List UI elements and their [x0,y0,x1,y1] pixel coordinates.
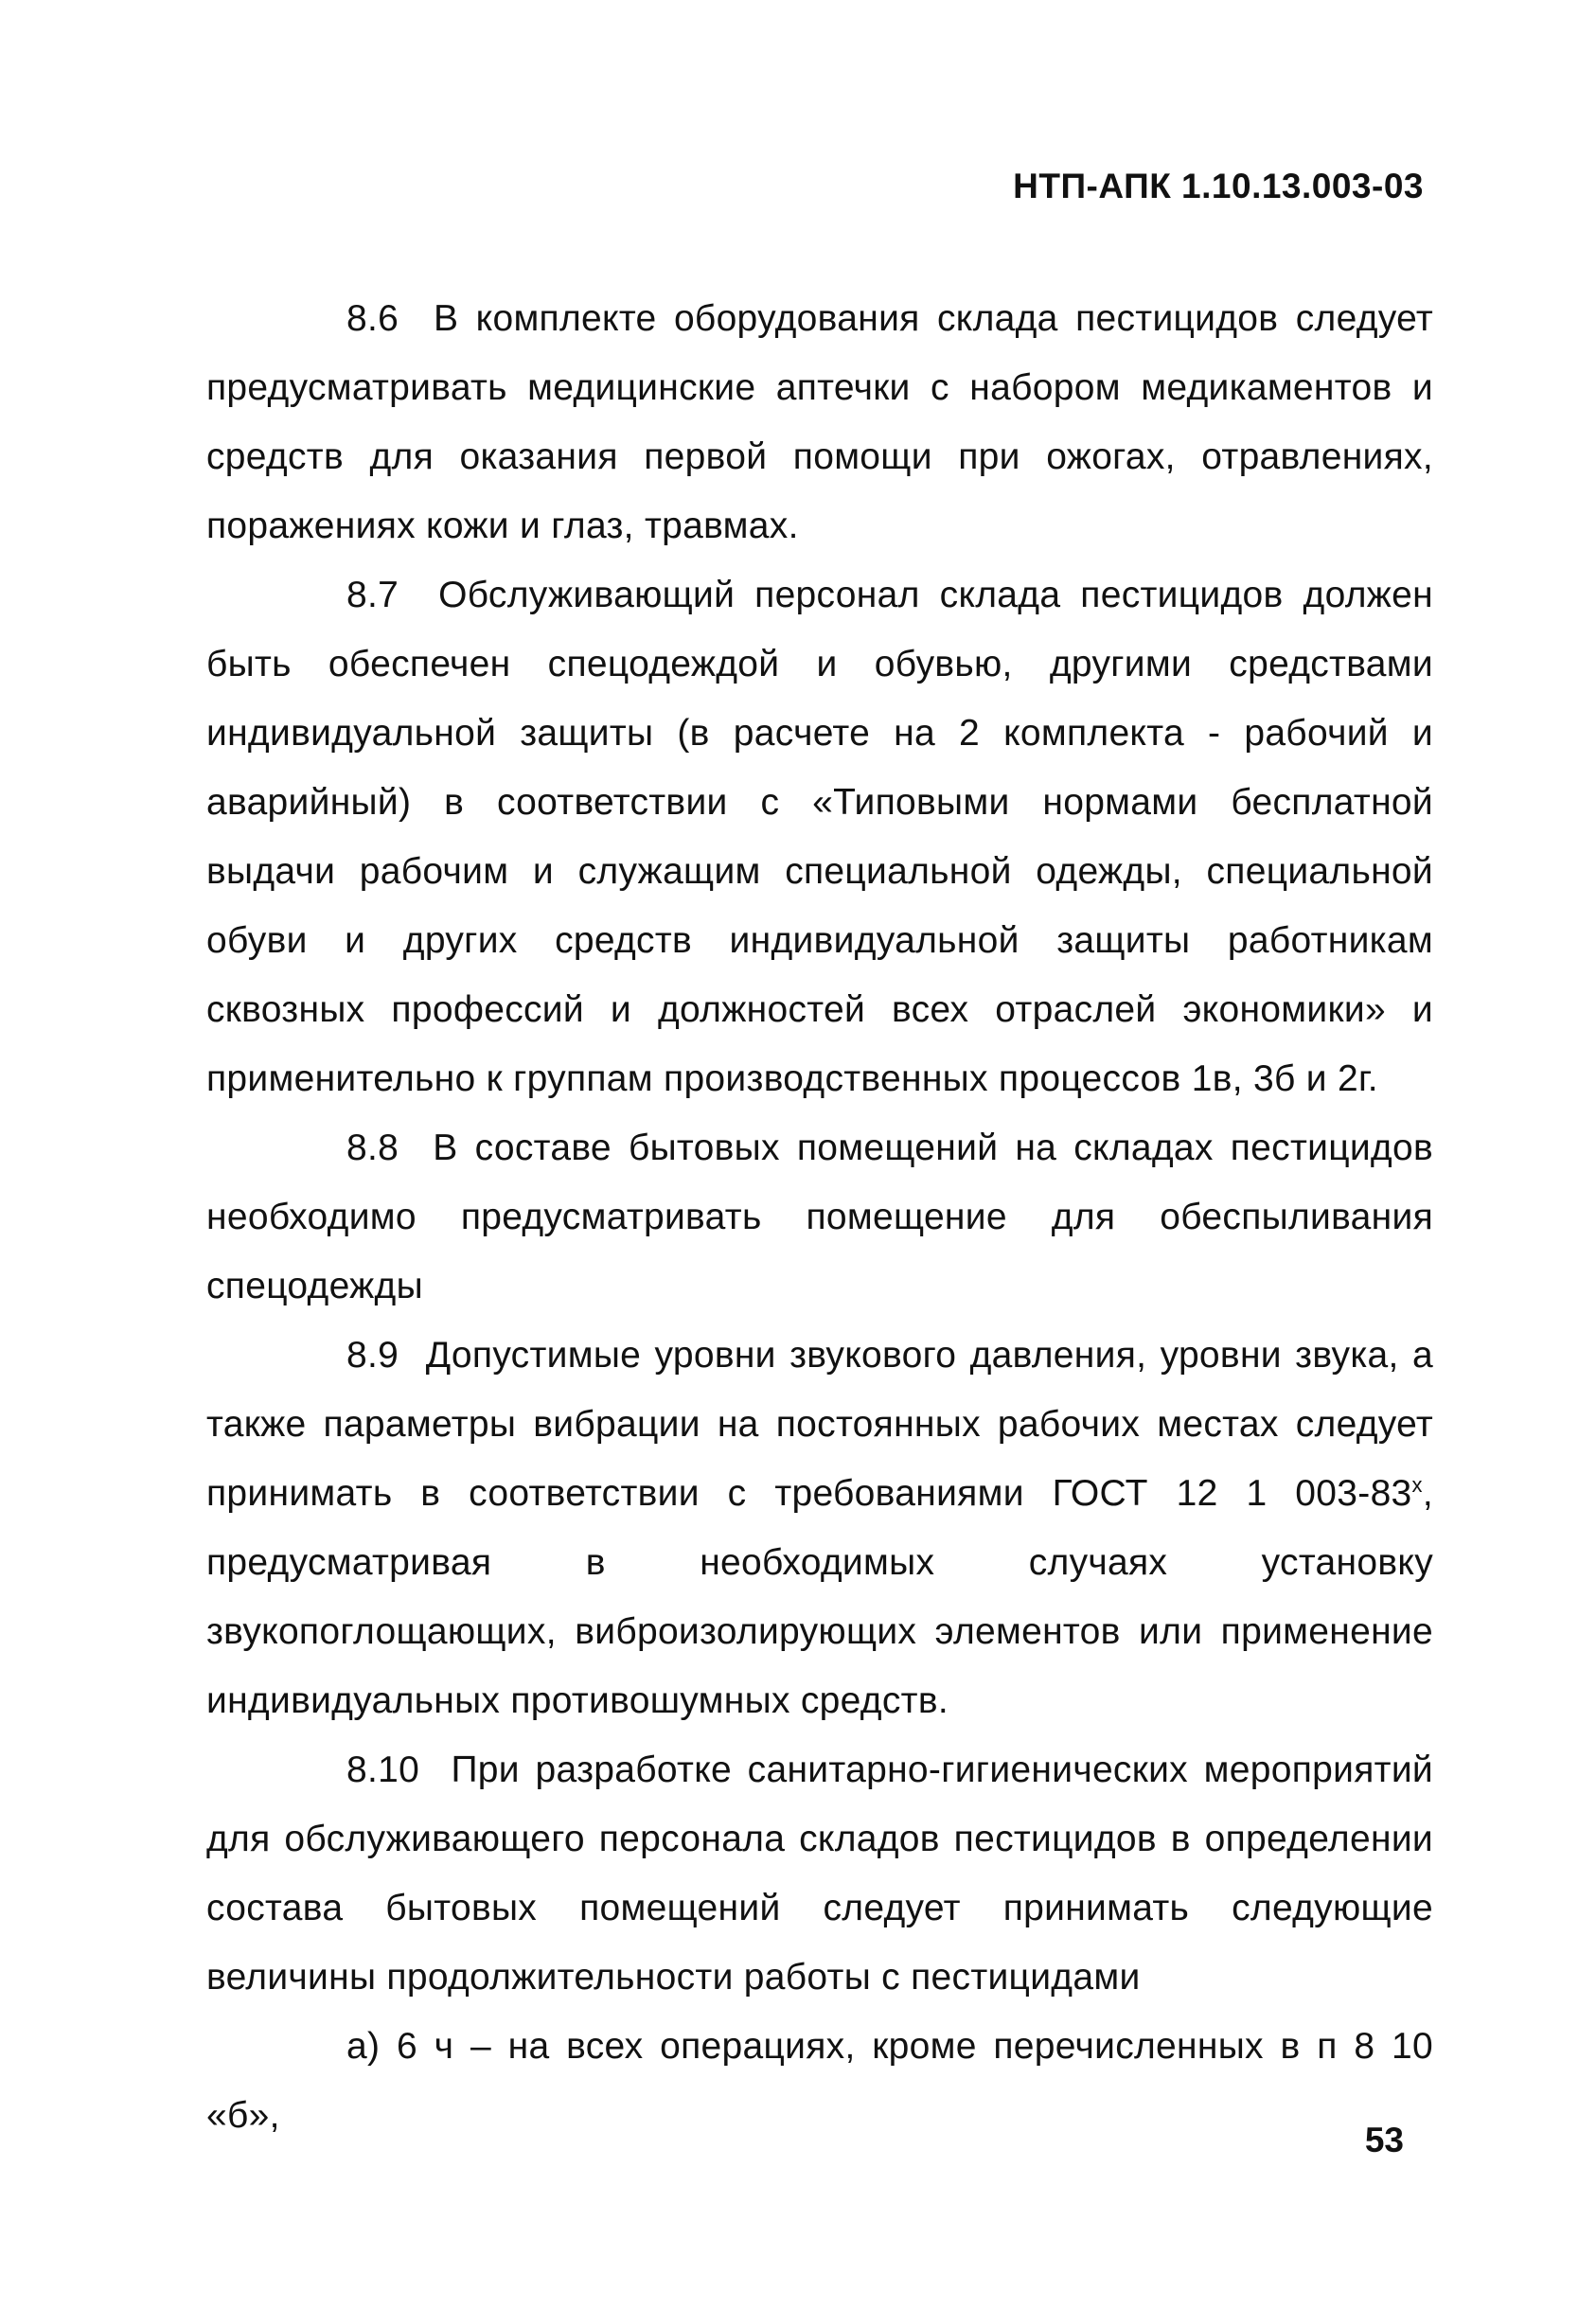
paragraph-text: При разработке санитарно-гигиенических мероприятий для обслуживающего персонала складов пестицидов в определении состава бытовых помещений следует принимать следующие величины продолжительности работы с пестицидами [206,1750,1433,1998]
paragraph-text: Допустимые уровни звукового давления, уровни звука, а также параметры вибрации на постоянных рабочих местах следует принимать в соответствии с требованиями ГОСТ 12 1 003-83 [206,1335,1433,1514]
document-body [206,284,1433,2150]
paragraph-number: 8.9 [346,1335,399,1376]
paragraph-8-7 [206,560,1433,1113]
subitem-a [206,2012,1433,2150]
paragraph-text: Обслуживающий персонал склада пестицидов должен быть обеспечен спецодеждой и обувью, другими средствами индивидуальной защиты (в расчете на 2 комплекта - рабочий и аварийный) в соответствии с «Типовыми нормами бесплатной выдачи рабочим и служащим специальной одежды, специальной обуви и других средств индивидуальной защиты работникам сквозных профессий и должностей всех отраслей экономики» и применительно к группам производственных процессов 1в, 3б и 2г. [206,575,1433,1099]
paragraph-8-8 [206,1113,1433,1321]
paragraph-8-9 [206,1321,1433,1735]
paragraph-number: 8.7 [346,575,399,615]
superscript-mark: х [1411,1473,1423,1497]
paragraph-8-10 [206,1735,1433,2012]
paragraph-text: В составе бытовых помещений на складах пестицидов необходимо предусматривать помещение для обеспыливания спецодежды [206,1128,1434,1306]
paragraph-number: 8.6 [346,298,399,339]
paragraph-number: 8.8 [346,1128,399,1168]
subitem-text: 6 ч – на всех операциях, кроме перечисленных в п 8 10 «б», [206,2026,1433,2136]
page-number: 53 [1364,2121,1404,2159]
paragraph-text-continued: , предусматривая в необходимых случаях установку звукопоглощающих, виброизолирующих элементов или применение индивидуальных противошумных средств. [206,1473,1433,1721]
paragraph-number: 8.10 [346,1750,420,1790]
paragraph-text: В комплекте оборудования склада пестицидов следует предусматривать медицинские аптечки с набором медикаментов и средств для оказания первой помощи при ожогах, отравлениях, поражениях кожи и глаз, травмах. [206,298,1433,546]
document-code-header: НТП-АПК 1.10.13.003-03 [1013,167,1424,205]
paragraph-8-6 [206,284,1433,560]
subitem-label: а) [346,2026,381,2067]
